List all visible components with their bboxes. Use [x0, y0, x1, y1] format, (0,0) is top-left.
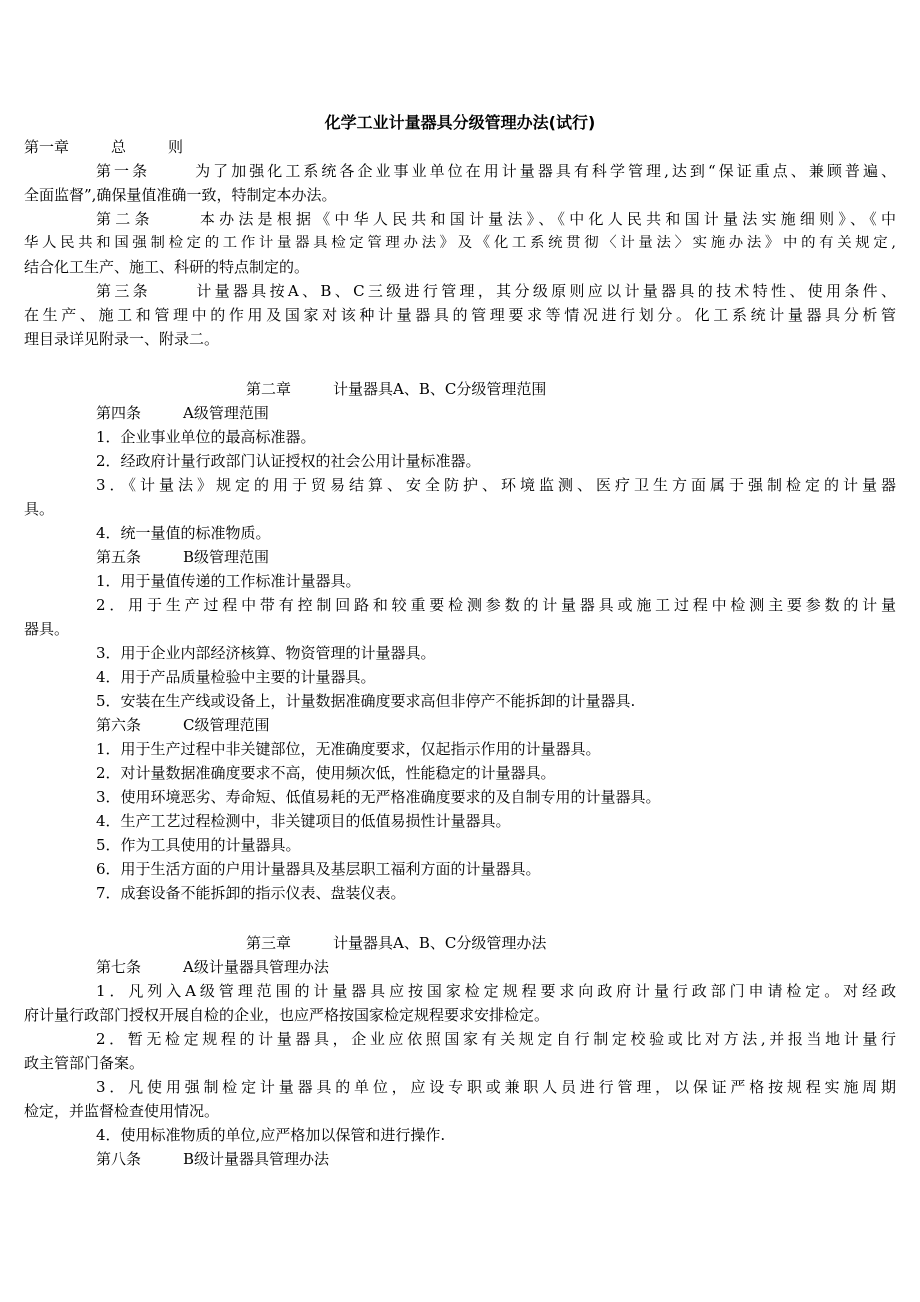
article-7-heading	[96, 955, 329, 979]
article-5-heading	[96, 545, 269, 569]
article-2-line-2: 华人民共和国强制检定的工作计量器具检定管理办法》及《化工系统贯彻〈计量法〉实施办法》中的有关规定,	[24, 235, 896, 251]
chapter-1-name-b: 则	[168, 138, 184, 156]
article-5-label: 第五条	[96, 548, 142, 566]
article-7-item-2: 2．暂无检定规程的计量器具，企业应依照国家有关规定自行制定校验或比对方法,并报当地计量行	[96, 1030, 896, 1048]
article-5-item-1: 1．用于量值传递的工作标准计量器具。	[96, 572, 361, 590]
article-8-name: B级计量器具管理办法	[183, 1150, 330, 1168]
article-8-heading	[96, 1147, 329, 1171]
article-1-label: 第一条	[96, 162, 151, 180]
article-7-item-3-cont: 检定，并监督检查使用情况。	[24, 1102, 220, 1120]
article-4-item-3-cont: 具。	[24, 500, 55, 518]
article-2-text-1: 本办法是根据《中华人民共和国计量法》、《中化人民共和国计量法实施细则》、《中	[195, 210, 896, 228]
chapter-2-label: 第二章	[246, 380, 292, 398]
article-2-label: 第二条	[96, 210, 154, 228]
article-2-line-1	[96, 207, 896, 231]
article-6-item-3: 3．使用环境恶劣、寿命短、低值易耗的无严格准确度要求的及自制专用的计量器具。	[96, 788, 661, 806]
article-7-label: 第七条	[96, 958, 142, 976]
article-1-line-2: 全面监督”,确保量值准确一致，特制定本办法。	[24, 186, 337, 204]
article-6-item-2: 2．对计量数据准确度要求不高，使用频次低，性能稳定的计量器具。	[96, 764, 556, 782]
article-5-item-2: 2．用于生产过程中带有控制回路和较重要检测参数的计量器具或施工过程中检测主要参数的计量	[96, 596, 896, 614]
article-7-item-1-cont: 府计量行政部门授权开展自检的企业，也应严格按国家检定规程要求安排检定。	[24, 1006, 550, 1024]
article-6-item-5: 5．作为工具使用的计量器具。	[96, 836, 301, 854]
chapter-2-name: 计量器具A、B、C分级管理范围	[333, 380, 547, 398]
article-8-label: 第八条	[96, 1150, 142, 1168]
article-6-label: 第六条	[96, 716, 142, 734]
article-3-line-3: 理目录详见附录一、附录二。	[24, 330, 220, 348]
article-3-line-2: 在生产、施工和管理中的作用及国家对该种计量器具的管理要求等情况进行划分。化工系统计量器具分析管	[24, 306, 896, 324]
article-1-text-1: 为了加强化工系统各企业事业单位在用计量器具有科学管理,达到“保证重点、兼顾普遍、	[192, 162, 896, 180]
article-5-item-4: 4．用于产品质量检验中主要的计量器具。	[96, 668, 376, 686]
article-5-name: B级管理范围	[183, 548, 270, 566]
article-4-name: A级管理范围	[183, 404, 269, 422]
article-7-item-4: 4．使用标准物质的单位,应严格加以保管和进行操作.	[96, 1126, 446, 1144]
article-3-text-1: 计量器具按A、B、C三级进行管理，其分级原则应以计量器具的技术特性、使用条件、	[192, 282, 896, 300]
article-6-heading	[96, 713, 270, 737]
article-6-item-1: 1．用于生产过程中非关键部位，无准确度要求，仅起指示作用的计量器具。	[96, 740, 601, 758]
chapter-3-name: 计量器具A、B、C分级管理办法	[333, 934, 547, 952]
article-3-line-1	[96, 279, 896, 303]
article-7-item-3: 3．凡使用强制检定计量器具的单位，应设专职或兼职人员进行管理，以保证严格按规程实施周期	[96, 1078, 896, 1096]
article-4-heading	[96, 401, 269, 425]
article-6-name: C级管理范围	[183, 716, 270, 734]
article-5-item-3: 3．用于企业内部经济核算、物资管理的计量器具。	[96, 644, 436, 662]
chapter-3-heading	[246, 931, 546, 955]
article-6-item-6: 6．用于生活方面的户用计量器具及基层职工福利方面的计量器具。	[96, 860, 541, 878]
chapter-3-label: 第三章	[246, 934, 292, 952]
chapter-1-name-a: 总	[111, 138, 127, 156]
article-2-line-3: 结合化工生产、施工、科研的特点制定的。	[24, 258, 310, 276]
article-6-item-7: 7．成套设备不能拆卸的指示仪表、盘装仪表。	[96, 884, 406, 902]
article-7-name: A级计量器具管理办法	[183, 958, 329, 976]
chapter-1-label: 第一章	[24, 138, 70, 156]
article-7-item-2-cont: 政主管部门备案。	[24, 1054, 145, 1072]
chapter-2-heading	[246, 377, 546, 401]
article-4-item-3: 3．《计量法》规定的用于贸易结算、安全防护、环境监测、医疗卫生方面属于强制检定的计量器	[96, 476, 896, 494]
chapter-1-heading	[24, 135, 183, 159]
article-4-item-1: 1．企业事业单位的最高标准器。	[96, 428, 316, 446]
article-4-item-4: 4．统一量值的标准物质。	[96, 524, 271, 542]
article-4-label: 第四条	[96, 404, 142, 422]
article-4-item-2: 2．经政府计量行政部门认证授权的社会公用计量标准器。	[96, 452, 481, 470]
article-1-line-1	[96, 159, 896, 183]
article-5-item-5: 5．安装在生产线或设备上，计量数据准确度要求高但非停产不能拆卸的计量器具.	[96, 692, 636, 710]
article-6-item-4: 4．生产工艺过程检测中，非关键项目的低值易损性计量器具。	[96, 812, 511, 830]
document-title: 化学工业计量器具分级管理办法(试行)	[324, 113, 596, 132]
article-5-item-2-cont: 器具。	[24, 620, 70, 638]
article-7-item-1: 1．凡列入A级管理范围的计量器具应按国家检定规程要求向政府计量行政部门申请检定。对经政	[96, 982, 896, 1000]
article-3-label: 第三条	[96, 282, 151, 300]
